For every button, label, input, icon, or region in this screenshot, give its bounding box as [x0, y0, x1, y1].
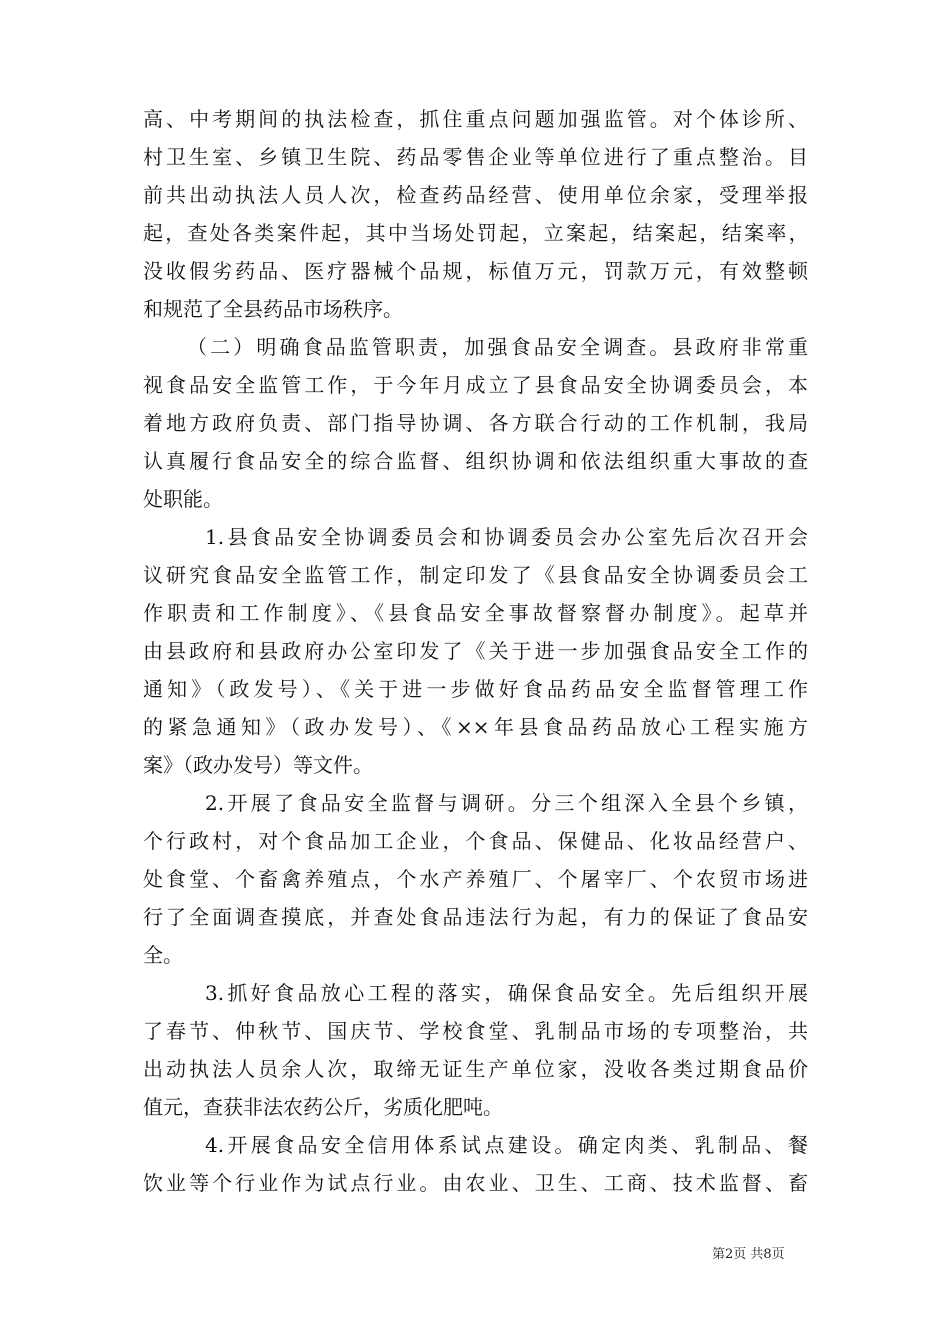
- text-line: 前共出动执法人员人次，检查药品经营、使用单位余家，受理举报: [143, 183, 808, 207]
- text-line: 了春节、仲秋节、国庆节、学校食堂、乳制品市场的专项整治，共: [143, 1019, 808, 1043]
- section-heading: （二）明确食品监管职责，加强食品安全调查。县政府非常重: [187, 335, 808, 359]
- list-item-2: 2.开展了食品安全监督与调研。分三个组深入全县个乡镇，: [205, 791, 808, 815]
- text-line: 个行政村，对个食品加工企业，个食品、保健品、化妆品经营户、: [143, 829, 808, 853]
- text-line: 行了全面调查摸底，并查处食品违法行为起，有力的保证了食品安: [143, 905, 808, 929]
- text-line: 没收假劣药品、医疗器械个品规，标值万元，罚款万元，有效整顿: [143, 259, 808, 283]
- text-line: 值元，查获非法农药公斤，劣质化肥吨。: [143, 1095, 503, 1119]
- text-line: 和规范了全县药品市场秩序。: [143, 297, 403, 321]
- text-line: 村卫生室、乡镇卫生院、药品零售企业等单位进行了重点整治。目: [143, 145, 808, 169]
- text-line: 出动执法人员余人次，取缔无证生产单位家，没收各类过期食品价: [143, 1057, 808, 1081]
- text-line: 视食品安全监管工作，于今年月成立了县食品安全协调委员会，本: [143, 373, 808, 397]
- list-item-4: 4.开展食品安全信用体系试点建设。确定肉类、乳制品、餐: [205, 1133, 808, 1157]
- list-item-1: 1.县食品安全协调委员会和协调委员会办公室先后次召开会: [205, 525, 808, 549]
- page-number-footer: 第2页 共8页: [712, 1247, 785, 1262]
- text-line: 着地方政府负责、部门指导协调、各方联合行动的工作机制，我局: [143, 411, 808, 435]
- text-line: 认真履行食品安全的综合监督、组织协调和依法组织重大事故的查: [143, 449, 808, 473]
- text-line: 作职责和工作制度》、《县食品安全事故督察督办制度》。起草并: [143, 601, 808, 625]
- text-line: 起，查处各类案件起，其中当场处罚起，立案起，结案起，结案率，: [143, 221, 808, 245]
- text-line: 高、中考期间的执法检查，抓住重点问题加强监管。对个体诊所、: [143, 107, 808, 131]
- text-line: 议研究食品安全监管工作，制定印发了《县食品安全协调委员会工: [143, 563, 808, 587]
- text-line: 处职能。: [143, 487, 223, 511]
- list-item-3: 3.抓好食品放心工程的落实，确保食品安全。先后组织开展: [205, 981, 808, 1005]
- text-line: 的紧急通知》（政办发号）、《××年县食品药品放心工程实施方: [143, 715, 808, 739]
- text-line: 处食堂、个畜禽养殖点，个水产养殖厂、个屠宰厂、个农贸市场进: [143, 867, 808, 891]
- body-text: [143, 100, 808, 1202]
- text-line: 由县政府和县政府办公室印发了《关于进一步加强食品安全工作的: [143, 639, 808, 663]
- text-line: 饮业等个行业作为试点行业。由农业、卫生、工商、技术监督、畜: [143, 1171, 808, 1195]
- text-line: 全。: [143, 943, 183, 967]
- text-line: 通知》（政发号）、《关于进一步做好食品药品安全监督管理工作: [143, 677, 808, 701]
- text-line: 案》（政办发号）等文件。: [143, 753, 373, 777]
